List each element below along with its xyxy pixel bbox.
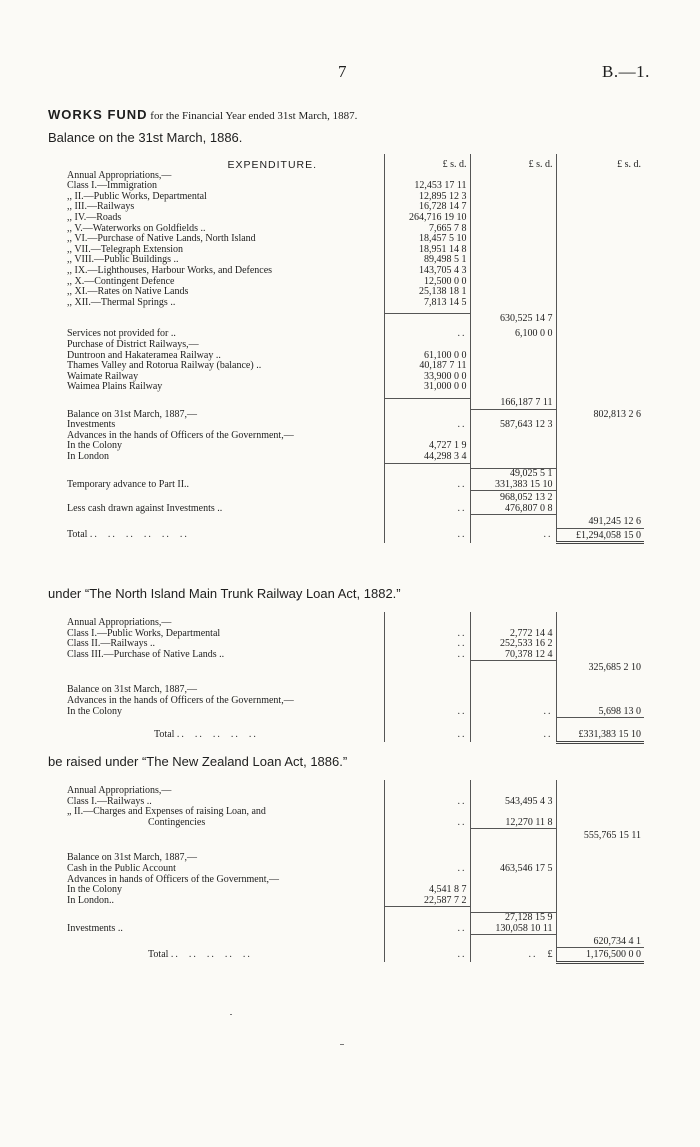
section1-table: EXPENDITURE. £ s. d. £ s. d. £ s. d. Annual Appropriations,— Class I.—Immigration 12,453 17 11 ,, II.—Public Works, Departmental 12,895 12 3 ,, III.—Railways 16,728 14 7 ,, IV.—Roads 264,716 19 10 ,, V.—Waterworks on Goldfields .. 7,665 7 8 ,, VI.—Purchase of Native Lands, North Island 18,457 5 10 ,, VII.—Telegraph Extension 18,951 14 8 ,, VIII.—Public Buildings .. 89,498 5 1 ,, IX.—Lighthouses, Harbour Works, and Defences 143,705 4 3 ,, X.—Contingent Defence 12,500 0 0 ,, XI.—Rates on Native Lands 25,138 18 1 ,, XII.—Thermal Springs .. 7,813 14 5 630,525 14 7 Services not provided for .. .. 6,100 0 0 Purchase of District Railways,— Duntroon and Hakateramea Railway .. 61,100 0 0 Thames Valley and Rotorua Railway (balance) .. 40,187 7 11 Waimate Railway 33,900 0 0 Waimea Plains Railway 31,000 0 0 166,187 7 11 802,813 2 6 Balance on 31st March, 1887,— Investments .. 587,643 12 3 Advances in the hands of Officers of the Government,— In the Colony 4,727 1 9 In London 44,298 3 4 49,025 5 1 Temporary advance to Part II.. .. 331,383 15 10 968,052 13 2 Less cash drawn against Investments .. .. 476,807 0 8 491,245 12 6 Total .. .. .. .. .. .. .. .. £1,294,058 15 0 [64,154,644,544]
table-row [64,298,644,309]
s3-cash-amount: 463,546 17 5 [470,864,556,875]
table-row [64,266,644,277]
row-label: ,, V.—Waterworks on Goldfields .. [67,222,206,234]
row-label: Class II.—Railways .. [67,638,156,650]
temporary-label: Temporary advance to Part II.. [67,478,190,490]
s3-class1-label: Class I.—Railways .. [67,795,152,807]
s2-annual-label: Annual Appropriations,— [67,617,172,628]
row-amount: 12,500 0 0 [384,277,470,288]
s3-investments-label: Investments .. [67,922,123,934]
classes-total: 630,525 14 7 [470,314,556,325]
col-header-3: £ s. d. [556,154,644,171]
row-label: ,, IX.—Lighthouses, Harbour Works, and Defences [67,264,273,276]
s3-total-label: Total .. .. .. .. .. [148,948,252,960]
row-amount: 25,138 18 1 [384,287,470,298]
investments-amount: 587,643 12 3 [470,420,556,431]
s3-colony-amount: 4,541 8 7 [384,885,470,896]
fund-name: WORKS FUND [48,107,148,122]
s3-grand-total: 1,176,500 0 0 [556,948,644,963]
table-row [64,192,644,203]
table-row [64,202,644,213]
s3-advances-total: 27,128 15 9 [470,912,556,923]
s2-grand-total: £331,383 15 10 [556,730,644,742]
s2-classes-total: 325,685 2 10 [556,661,644,674]
row-label: ,, II.—Public Works, Departmental [67,190,207,202]
colony-label: In the Colony [67,440,122,452]
document-reference: B.—1. [602,62,650,81]
colony-amount: 4,727 1 9 [384,441,470,452]
s3-advances-label: Advances in hands of Officers of the Government,— [67,873,279,885]
purchase-label: Purchase of District Railways,— [67,339,199,350]
row-label: ,, VII.—Telegraph Extension [67,243,184,255]
less-label: Less cash drawn against Investments .. [67,502,223,514]
table-row: Class III.—Purchase of Native Lands .. .. 70,378 12 4 [64,650,644,661]
page-number: 7 [338,62,347,81]
annual-appropriations-label: Annual Appropriations,— [67,169,172,181]
row-amount: 12,453 17 11 [384,181,470,192]
s3-balance-total: 620,734 4 1 [556,935,644,948]
row-label: Class I.—Public Works, Departmental [67,627,221,639]
row-label: ,, X.—Contingent Defence [67,275,175,287]
expenditure-total: 802,813 2 6 [556,398,644,420]
s3-investments-amount: 130,058 10 11 [470,924,556,935]
table-row: Class I.—Public Works, Departmental .. 2,772 14 4 [64,629,644,640]
stray-mark [230,1014,232,1015]
london-amount: 44,298 3 4 [384,452,470,463]
subtotal: 968,052 13 2 [470,491,556,504]
balance-total: 491,245 12 6 [556,515,644,528]
advances-label: Advances in the hands of Officers of the Government,— [67,429,294,441]
row-label: ,, VI.—Purchase of Native Lands, North Island [67,233,256,245]
col-header-2: £ s. d. [470,154,556,171]
fund-subtitle: for the Financial Year ended 31st March, 1887. [150,110,358,122]
section3-table: Annual Appropriations,— Class I.—Railways .. .. 543,495 4 3 „ II.—Charges and Expenses of raising Loan, and Contingencies .. 12,270 11 8 555,765 15 11 Balance on 31st March, 1887,— Cash in the Public Account .. 463,546 17 5 Advances in hands of Officers of the Government,— In the Colony 4,541 8 7 In London.. 22,587 7 2 27,128 15 9 Investments .. .. 130,058 10 11 620,734 4 1 Total .. .. .. .. .. .. .. £ 1,176,500 0 0 [64,780,644,964]
s3-class2-cont: Contingencies [148,816,206,828]
row-amount: 7,813 14 5 [384,298,470,309]
s2-colony-label: In the Colony [67,705,122,717]
services-label: Services not provided for .. [67,328,176,340]
table-row [64,382,644,393]
london-label: In London [67,450,109,462]
table-row: Class II.—Railways .. .. 252,533 16 2 [64,639,644,650]
row-amount: 7,665 7 8 [384,224,470,235]
grand-total: £1,294,058 15 0 [556,528,644,543]
s3-class2-amount: 12,270 11 8 [470,818,556,829]
s3-pound-sign: £ [547,948,553,960]
row-label: ,, VIII.—Public Buildings .. [67,254,179,266]
s3-class2-label: „ II.—Charges and Expenses of raising Loan, and [67,806,266,818]
section3-heading: be raised under “The New Zealand Loan Act, 1886.” [48,754,348,769]
row-amount: 33,900 0 0 [384,372,470,383]
balance-label: Balance on 31st March, 1887,— [67,408,197,420]
s3-annual-label: Annual Appropriations,— [67,785,172,796]
s3-classes-total: 555,765 15 11 [556,829,644,842]
section2-table: Annual Appropriations,— Class I.—Public Works, Departmental .. 2,772 14 4 Class II.—Railways .. .. 252,533 16 2 Class III.—Purchase of Native Lands .. .. 70,378 12 4 325,685 2 10 Balance on 31st March, 1887,— Advances in the hands of Officers of the Government,— In the Colony .. .. 5,698 13 0 Total .. .. .. .. .. .. .. £331,383 15 10 [64,612,644,744]
row-amount: 18,457 5 10 [384,234,470,245]
section2-heading: under “The North Island Main Trunk Railway Loan Act, 1882.” [48,586,401,601]
row-amount: 16,728 14 7 [384,202,470,213]
section1-heading: Balance on the 31st March, 1886. [48,130,243,145]
s3-london-label: In London.. [67,894,114,906]
table-row [64,213,644,224]
col-header-1: £ s. d. [384,154,470,171]
expenditure-header: EXPENDITURE. [227,159,318,171]
row-label: ,, III.—Railways [67,201,135,213]
stray-mark [340,1044,344,1045]
s3-colony-label: In the Colony [67,884,122,896]
row-amount: 2,772 14 4 [470,629,556,640]
services-amount: 6,100 0 0 [470,329,556,340]
row-label: Class III.—Purchase of Native Lands .. [67,648,225,660]
row-amount: 252,533 16 2 [470,639,556,650]
s3-london-amount: 22,587 7 2 [384,896,470,907]
s2-balance-label: Balance on 31st March, 1887,— [67,684,197,696]
row-label: Waimate Railway [67,370,139,382]
row-label: Class I.—Immigration [67,180,157,192]
row-amount: 264,716 19 10 [384,213,470,224]
row-amount: 12,895 12 3 [384,192,470,203]
s2-advances-label: Advances in the hands of Officers of the Government,— [67,695,294,707]
row-amount: 31,000 0 0 [384,382,470,393]
row-amount: 70,378 12 4 [470,650,556,661]
row-label: ,, XI.—Rates on Native Lands [67,286,189,298]
table-row [64,361,644,372]
page-title [48,107,357,122]
row-amount: 143,705 4 3 [384,266,470,277]
row-label: Waimea Plains Railway [67,381,163,393]
row-amount: 89,498 5 1 [384,255,470,266]
s2-colony-amount: 5,698 13 0 [556,707,644,718]
s3-cash-label: Cash in the Public Account [67,863,176,875]
row-label: ,, IV.—Roads [67,211,122,223]
railways-total: 166,187 7 11 [470,398,556,409]
row-amount: 40,187 7 11 [384,361,470,372]
s3-balance-label: Balance on 31st March, 1887,— [67,852,197,864]
advances-total: 49,025 5 1 [470,469,556,480]
row-label: Duntroon and Hakateramea Railway .. [67,349,221,361]
row-amount: 61,100 0 0 [384,351,470,362]
s3-class1-amount: 543,495 4 3 [470,797,556,808]
row-amount: 18,951 14 8 [384,245,470,256]
temporary-amount: 331,383 15 10 [470,480,556,491]
s2-total-label: Total .. .. .. .. .. [154,729,258,741]
investments-label: Investments [67,419,116,431]
row-label: Thames Valley and Rotorua Railway (balance) .. [67,360,262,372]
less-amount: 476,807 0 8 [470,504,556,515]
total-label: Total .. .. .. .. .. .. [67,529,189,540]
row-label: ,, XII.—Thermal Springs .. [67,296,176,308]
